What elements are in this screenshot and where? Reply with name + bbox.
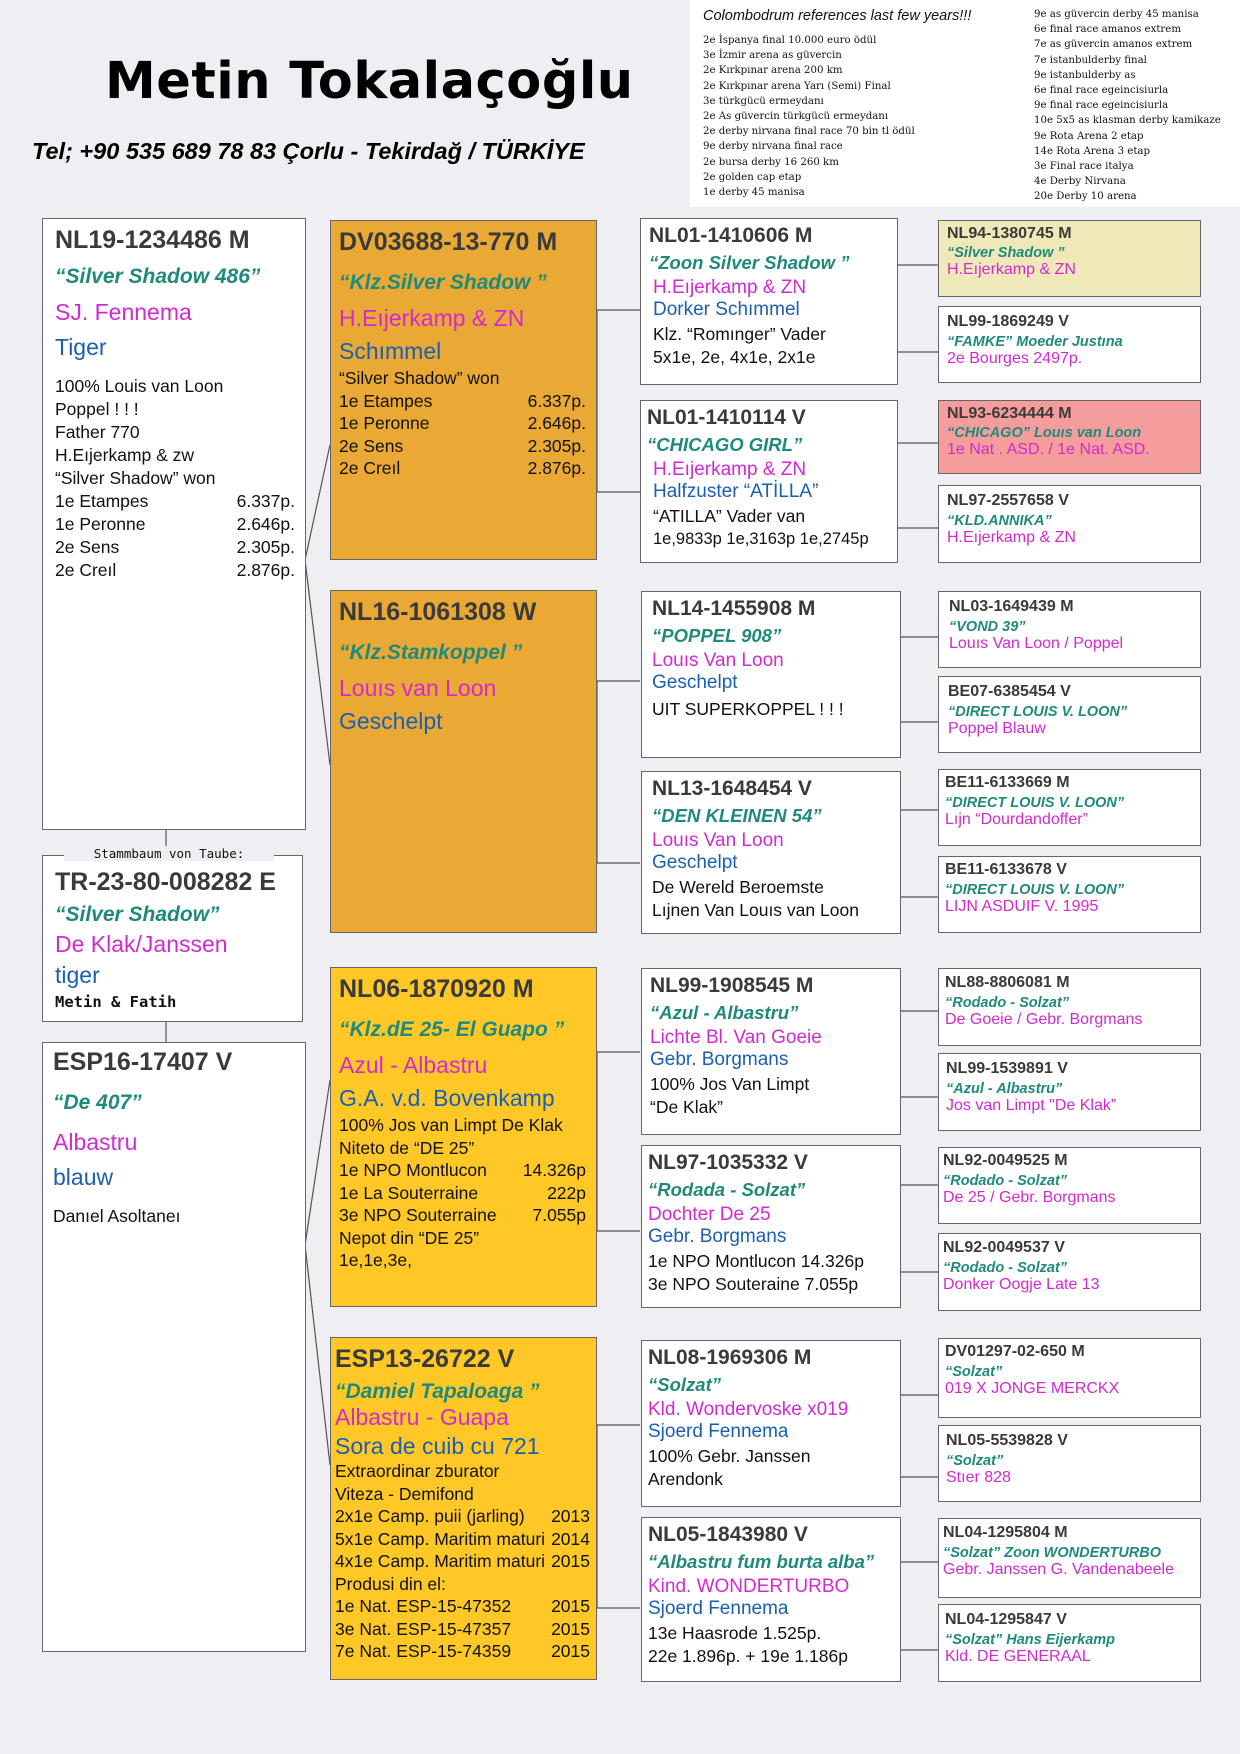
- race-points: 2.305p.: [527, 435, 586, 456]
- card-note: 100% Jos van Limpt De Klak: [339, 1115, 563, 1135]
- gen3-card: [938, 1518, 1201, 1598]
- race-points: 2.305p.: [236, 537, 295, 557]
- card-breeder: H.Eıjerkamp & ZN: [947, 529, 1076, 546]
- race-name: 2e Sens: [339, 435, 404, 456]
- card-note: Niteto de “DE 25”: [339, 1137, 475, 1158]
- card-ring: NL05-5539828 V: [946, 1432, 1068, 1449]
- card-note: 13e Haasrode 1.525p.: [648, 1623, 822, 1643]
- card-color: Dorker Schımmel: [653, 299, 800, 320]
- gen2-card: [641, 591, 901, 758]
- card-name: “Azul - Albastru”: [946, 1081, 1063, 1097]
- card-ring: NL94-1380745 M: [947, 225, 1072, 242]
- card-breeder: Louıs Van Loon: [652, 830, 784, 851]
- card-name: “CHICAGO” Louıs van Loon: [947, 425, 1142, 441]
- father-note: Father 770: [55, 422, 140, 442]
- card-ring: NL03-1649439 M: [949, 598, 1074, 615]
- connector-line: [305, 560, 330, 765]
- card-name: “Rodado - Solzat”: [943, 1260, 1068, 1276]
- card-breeder: Kld. Wondervoske x019: [648, 1399, 849, 1420]
- gen3-card: [938, 1604, 1201, 1682]
- card-result: [335, 1640, 590, 1663]
- card-color: Gebr. Borgmans: [648, 1226, 787, 1247]
- subject-breeder: De Klak/Janssen: [55, 931, 228, 957]
- race-name: 1e Etampes: [339, 390, 433, 411]
- father-ring: NL19-1234486 M: [55, 226, 250, 254]
- race-points: 2.646p.: [236, 514, 295, 534]
- card-ring: NL14-1455908 M: [652, 597, 816, 620]
- owner-contact: Tel; +90 535 689 78 83 Çorlu - Tekirdağ / TÜRKİYE: [32, 138, 585, 164]
- card-name: “CHICAGO GIRL”: [647, 434, 803, 455]
- card-ring: NL04-1295804 M: [943, 1524, 1068, 1541]
- card-ring: DV03688-13-770 M: [339, 228, 558, 256]
- card-color: Sjoerd Fennema: [648, 1598, 789, 1619]
- connector-line: [305, 1245, 330, 1465]
- card-name: “DIRECT LOUIS V. LOON”: [948, 704, 1128, 720]
- reference-item: 9e derby nirvana final race: [703, 141, 843, 153]
- card-ring: NL99-1539891 V: [946, 1060, 1068, 1077]
- card-note: Nepot din “DE 25”: [339, 1227, 480, 1248]
- reference-item: 2e golden cap etap: [703, 171, 802, 183]
- card-result: [339, 457, 586, 480]
- card-ring: NL16-1061308 W: [339, 598, 537, 626]
- race-name: 1e La Souterraine: [339, 1182, 479, 1203]
- mother-card: [42, 1042, 306, 1652]
- card-ring: NL97-1035332 V: [648, 1151, 808, 1174]
- race-name: 2e Creıl: [55, 560, 117, 580]
- card-result: [335, 1528, 590, 1551]
- reference-item: 2e Kırkpınar arena 200 km: [703, 65, 843, 77]
- gen3-card: [938, 676, 1201, 753]
- card-note: Lıjnen Van Louıs van Loon: [652, 900, 859, 920]
- race-points: 6.337p.: [527, 390, 586, 411]
- card-breeder: De Goeie / Gebr. Borgmans: [945, 1011, 1143, 1028]
- connector-line: [305, 1080, 330, 1245]
- gen3-card: [938, 1425, 1201, 1502]
- card-ring: NL93-6234444 M: [947, 405, 1072, 422]
- card-result: [335, 1595, 590, 1618]
- card-ring: DV01297-02-650 M: [945, 1343, 1085, 1360]
- mother-note: Danıel Asoltaneı: [53, 1206, 181, 1226]
- card-breeder: 1e Nat . ASD. / 1e Nat. ASD.: [947, 441, 1150, 458]
- reference-item: 9e as güvercin derby 45 manisa: [1034, 9, 1199, 20]
- card-ring: NL99-1908545 M: [650, 974, 814, 997]
- reference-item: 1e derby 45 manisa: [703, 187, 805, 199]
- card-color: Gebr. Borgmans: [650, 1049, 789, 1070]
- race-year: 2015: [551, 1641, 590, 1661]
- gen2-card: [641, 771, 901, 934]
- card-breeder: 019 X JONGE MERCKX: [945, 1380, 1120, 1397]
- card-ring: NL97-2557658 V: [947, 492, 1069, 509]
- card-breeder: Kld. DE GENERAAL: [945, 1648, 1091, 1665]
- subject-owner: Metin & Fatih: [55, 993, 177, 1011]
- reference-item: 2e derby nirvana final race 70 bin tl ödül: [703, 126, 915, 138]
- card-name: “Albastru fum burta alba”: [648, 1551, 875, 1572]
- card-ring: ESP13-26722 V: [335, 1345, 515, 1373]
- card-color: Geschelpt: [339, 708, 443, 734]
- reference-item: 3e İzmir arena as güvercin: [703, 50, 842, 62]
- subject-name: “Silver Shadow”: [55, 903, 220, 926]
- card-name: “KLD.ANNIKA”: [947, 513, 1052, 529]
- gen3-card: [938, 1053, 1201, 1131]
- race-points: 6.337p.: [236, 491, 295, 511]
- card-result: [335, 1550, 590, 1573]
- card-result: [339, 1159, 586, 1182]
- father-color: Tiger: [55, 334, 107, 360]
- card-breeder: LIJN ASDUIF V. 1995: [945, 898, 1099, 915]
- card-ring: NL99-1869249 V: [947, 313, 1069, 330]
- card-note: 1e,1e,3e,: [339, 1250, 412, 1270]
- connector-line: [305, 445, 330, 560]
- race-points: 2.646p.: [527, 413, 586, 433]
- card-note: Produsi din el:: [335, 1573, 446, 1594]
- card-breeder: Azul - Albastru: [339, 1052, 488, 1078]
- card-name: “DIRECT LOUIS V. LOON”: [945, 795, 1125, 811]
- father-card: [42, 218, 306, 830]
- race-points: 222p: [547, 1182, 586, 1203]
- owner-name: Metin Tokalaçoğlu: [105, 52, 634, 111]
- card-color: Sora de cuib cu 721: [335, 1433, 540, 1459]
- card-name: “Solzat”: [945, 1364, 1003, 1380]
- card-ring: NL05-1843980 V: [648, 1523, 808, 1546]
- card-name: “Damiel Tapaloaga ”: [335, 1380, 540, 1403]
- card-note: Extraordinar zburator: [335, 1461, 500, 1481]
- race-name: 4x1e Camp. Maritim maturi: [335, 1551, 546, 1571]
- gen3-card: [938, 485, 1201, 563]
- gen3-card: [938, 856, 1201, 933]
- card-breeder: Dochter De 25: [648, 1204, 771, 1225]
- card-ring: BE07-6385454 V: [948, 683, 1071, 700]
- card-result: [335, 1505, 590, 1528]
- card-note: Klz. “Romınger” Vader: [653, 324, 826, 344]
- card-name: “Solzat”: [648, 1374, 721, 1395]
- card-note: 100% Jos Van Limpt: [650, 1074, 810, 1094]
- race-name: 2x1e Camp. puii (jarling): [335, 1506, 525, 1526]
- card-breeder: Stıer 828: [946, 1469, 1011, 1486]
- card-name: “Azul - Albastru”: [650, 1002, 799, 1023]
- reference-item: 9e final race egeincisiurla: [1034, 100, 1169, 112]
- card-name: “POPPEL 908”: [652, 625, 782, 646]
- card-ring: BE11-6133669 M: [945, 774, 1070, 791]
- card-ring: NL04-1295847 V: [945, 1611, 1067, 1628]
- gen3-card: [938, 591, 1201, 668]
- card-result: [339, 390, 586, 413]
- gen2-card: [641, 1145, 901, 1308]
- dam-sire-card: [330, 967, 597, 1307]
- card-name: “Solzat” Hans Eijerkamp: [945, 1632, 1116, 1648]
- gen3-card: [938, 769, 1201, 846]
- card-note: UIT SUPERKOPPEL ! ! !: [652, 699, 844, 719]
- card-name: “Zoon Silver Shadow ”: [649, 252, 850, 273]
- card-note: 1e NPO Montlucon 14.326p: [648, 1251, 864, 1271]
- card-breeder: Poppel Blauw: [948, 720, 1046, 737]
- card-ring: BE11-6133678 V: [945, 861, 1067, 878]
- reference-item: 2e Kırkpınar arena Yarı (Semi) Final: [703, 80, 891, 92]
- card-ring: NL01-1410114 V: [647, 406, 806, 429]
- card-breeder: H.Eıjerkamp & ZN: [653, 459, 807, 480]
- card-note: De Wereld Beroemste: [652, 877, 824, 897]
- card-name: “Silver Shadow ”: [947, 245, 1065, 261]
- mother-breeder: Albastru: [53, 1129, 138, 1155]
- race-name: 1e Etampes: [55, 491, 149, 511]
- card-name: “Rodado - Solzat”: [945, 995, 1070, 1011]
- race-name: 1e NPO Montlucon: [339, 1160, 487, 1180]
- card-note: 22e 1.896p. + 19e 1.186p: [648, 1646, 848, 1666]
- card-color: G.A. v.d. Bovenkamp: [339, 1085, 555, 1111]
- card-breeder: H.Eıjerkamp & ZN: [653, 277, 807, 298]
- race-points: 2.876p.: [527, 458, 586, 478]
- mother-name: “De 407”: [53, 1091, 142, 1114]
- father-note: 100% Louis van Loon: [55, 376, 224, 396]
- gen2-card: [641, 1517, 901, 1682]
- race-name: 1e Nat. ESP-15-47352: [335, 1596, 512, 1616]
- card-name: “FAMKE” Moeder Justına: [947, 334, 1123, 350]
- race-name: 2e Creıl: [339, 458, 401, 478]
- father-note: H.Eıjerkamp & zw: [55, 445, 195, 465]
- card-color: Sjoerd Fennema: [648, 1421, 789, 1442]
- card-note: “Silver Shadow” won: [339, 368, 500, 388]
- race-points: 2.876p.: [236, 560, 295, 580]
- card-name: “DEN KLEINEN 54”: [652, 805, 822, 826]
- card-breeder: De 25 / Gebr. Borgmans: [943, 1189, 1116, 1206]
- father-result: [55, 513, 295, 536]
- reference-item: 2e As güvercin türkgücü ermeydanı: [703, 111, 889, 123]
- card-color: Geschelpt: [652, 852, 738, 873]
- gen3-card: [938, 400, 1201, 474]
- card-breeder: Gebr. Janssen G. Vandenabeele: [943, 1561, 1174, 1578]
- reference-item: 6e final race egeincisiurla: [1034, 85, 1169, 97]
- father-result: [55, 536, 295, 559]
- pedigree-label: Stammbaum von Taube:: [64, 846, 274, 861]
- race-year: 2015: [551, 1551, 590, 1571]
- card-breeder: Lıjn “Dourdandoffer”: [945, 811, 1088, 828]
- card-name: “Rodado - Solzat”: [943, 1173, 1068, 1189]
- card-name: “Klz.Silver Shadow ”: [339, 271, 547, 294]
- race-name: 3e NPO Souterraine: [339, 1205, 497, 1225]
- card-note: 100% Gebr. Janssen: [648, 1446, 811, 1466]
- father-breeder: SJ. Fennema: [55, 299, 192, 325]
- reference-item: 7e istanbulderby final: [1034, 54, 1147, 66]
- card-breeder: Kind. WONDERTURBO: [648, 1576, 850, 1597]
- card-result: [339, 1182, 586, 1205]
- card-ring: NL13-1648454 V: [652, 777, 812, 800]
- reference-item: 9e istanbulderby as: [1034, 69, 1136, 81]
- race-name: 7e Nat. ESP-15-74359: [335, 1641, 512, 1661]
- card-breeder: Albastru - Guapa: [335, 1404, 509, 1430]
- reference-item: 7e as güvercin amanos extrem: [1034, 39, 1193, 51]
- father-note: “Silver Shadow” won: [55, 468, 216, 488]
- card-breeder: 2e Bourges 2497p.: [947, 350, 1083, 367]
- card-result: [335, 1618, 590, 1641]
- reference-item: 10e 5x5 as klasman derby kamikaze: [1034, 115, 1221, 127]
- gen3-card: [938, 306, 1201, 383]
- father-result: [55, 490, 295, 513]
- father-result: [55, 559, 295, 582]
- card-color: Schımmel: [339, 338, 442, 364]
- father-name: “Silver Shadow 486”: [55, 265, 261, 288]
- reference-item: 14e Rota Arena 3 etap: [1034, 145, 1151, 157]
- card-ring: NL92-0049525 M: [943, 1152, 1068, 1169]
- card-name: “Solzat”: [946, 1453, 1004, 1469]
- card-name: “Solzat” Zoon WONDERTURBO: [943, 1545, 1162, 1561]
- card-note: “De Klak”: [650, 1097, 723, 1117]
- mother-color: blauw: [53, 1164, 114, 1190]
- subject-ring: TR-23-80-008282 E: [55, 868, 276, 896]
- mother-ring: ESP16-17407 V: [53, 1048, 233, 1076]
- card-result: [339, 412, 586, 435]
- race-year: 2015: [551, 1596, 590, 1616]
- card-name: “VOND 39”: [949, 619, 1026, 635]
- race-name: 5x1e Camp. Maritim maturi: [335, 1528, 546, 1549]
- subject-card: [42, 855, 303, 1022]
- card-name: “Klz.dE 25- El Guapo ”: [339, 1018, 565, 1041]
- card-ring: NL06-1870920 M: [339, 975, 534, 1003]
- card-color: Halfzuster “ATİLLA”: [653, 481, 819, 502]
- gen3-card: [938, 1233, 1201, 1311]
- father-note: Poppel ! ! !: [55, 399, 139, 419]
- race-points: 7.055p: [532, 1205, 586, 1225]
- reference-item: 4e Derby Nirvana: [1034, 176, 1126, 188]
- reference-item: 2e İspanya final 10.000 euro ödül: [703, 35, 877, 46]
- race-points: 14.326p: [522, 1160, 586, 1180]
- race-year: 2015: [551, 1618, 590, 1639]
- card-breeder: H.Eıjerkamp & ZN: [339, 305, 525, 331]
- race-name: 2e Sens: [55, 537, 120, 557]
- reference-item: 3e türkgücü ermeydanı: [703, 95, 824, 107]
- card-note: 3e NPO Souteraine 7.055p: [648, 1274, 859, 1294]
- gen3-card: [938, 968, 1201, 1046]
- reference-item: 9e Rota Arena 2 etap: [1034, 130, 1144, 142]
- sire-dam-card: [330, 590, 597, 933]
- card-breeder: Lichte Bl. Van Goeie: [650, 1027, 822, 1048]
- card-ring: NL08-1969306 M: [648, 1346, 812, 1369]
- gen3-card: [938, 1147, 1201, 1224]
- card-breeder: Louıs Van Loon: [652, 650, 784, 671]
- card-name: “Klz.Stamkoppel ”: [339, 641, 523, 664]
- card-ring: NL01-1410606 M: [649, 224, 813, 247]
- subject-color: tiger: [55, 962, 100, 988]
- race-name: 1e Peronne: [55, 514, 146, 534]
- sire-sire-card: [330, 220, 597, 560]
- card-name: “Rodada - Solzat”: [648, 1179, 806, 1200]
- card-note: “ATILLA” Vader van: [653, 506, 806, 526]
- gen3-card: [938, 220, 1201, 297]
- race-year: 2013: [551, 1506, 590, 1526]
- card-breeder: Donker Oogje Late 13: [943, 1276, 1100, 1293]
- gen2-card: [641, 1340, 901, 1507]
- card-note: 1e,9833p 1e,3163p 1e,2745p: [653, 530, 869, 548]
- card-breeder: Jos van Limpt "De Klak”: [946, 1097, 1117, 1114]
- gen2-card: [640, 400, 898, 563]
- card-color: Geschelpt: [652, 672, 738, 693]
- card-breeder: Louıs van Loon: [339, 675, 497, 701]
- gen2-card: [641, 968, 901, 1135]
- card-result: [339, 1204, 586, 1227]
- reference-item: 20e Derby 10 arena: [1034, 191, 1137, 203]
- references-title: Colombodrum references last few years!!!: [703, 8, 972, 24]
- card-result: [339, 435, 586, 458]
- card-note: Viteza - Demifond: [335, 1483, 474, 1504]
- card-name: “DIRECT LOUIS V. LOON”: [945, 882, 1125, 898]
- gen3-card: [938, 1338, 1201, 1418]
- dam-dam-card: [330, 1337, 597, 1680]
- card-ring: NL92-0049537 V: [943, 1239, 1065, 1256]
- card-note: 5x1e, 2e, 4x1e, 2x1e: [653, 347, 816, 367]
- gen2-card: [640, 218, 898, 385]
- card-breeder: Louıs Van Loon / Poppel: [949, 635, 1124, 652]
- race-year: 2014: [551, 1528, 590, 1549]
- race-name: 3e Nat. ESP-15-47357: [335, 1618, 512, 1639]
- card-ring: NL88-8806081 M: [945, 974, 1070, 991]
- reference-item: 3e Final race italya: [1034, 161, 1134, 173]
- reference-item: 2e bursa derby 16 260 km: [703, 156, 839, 168]
- reference-item: 6e final race amanos extrem: [1034, 24, 1181, 36]
- race-name: 1e Peronne: [339, 413, 430, 433]
- card-note: Arendonk: [648, 1469, 723, 1489]
- card-breeder: H.Eıjerkamp & ZN: [947, 261, 1076, 278]
